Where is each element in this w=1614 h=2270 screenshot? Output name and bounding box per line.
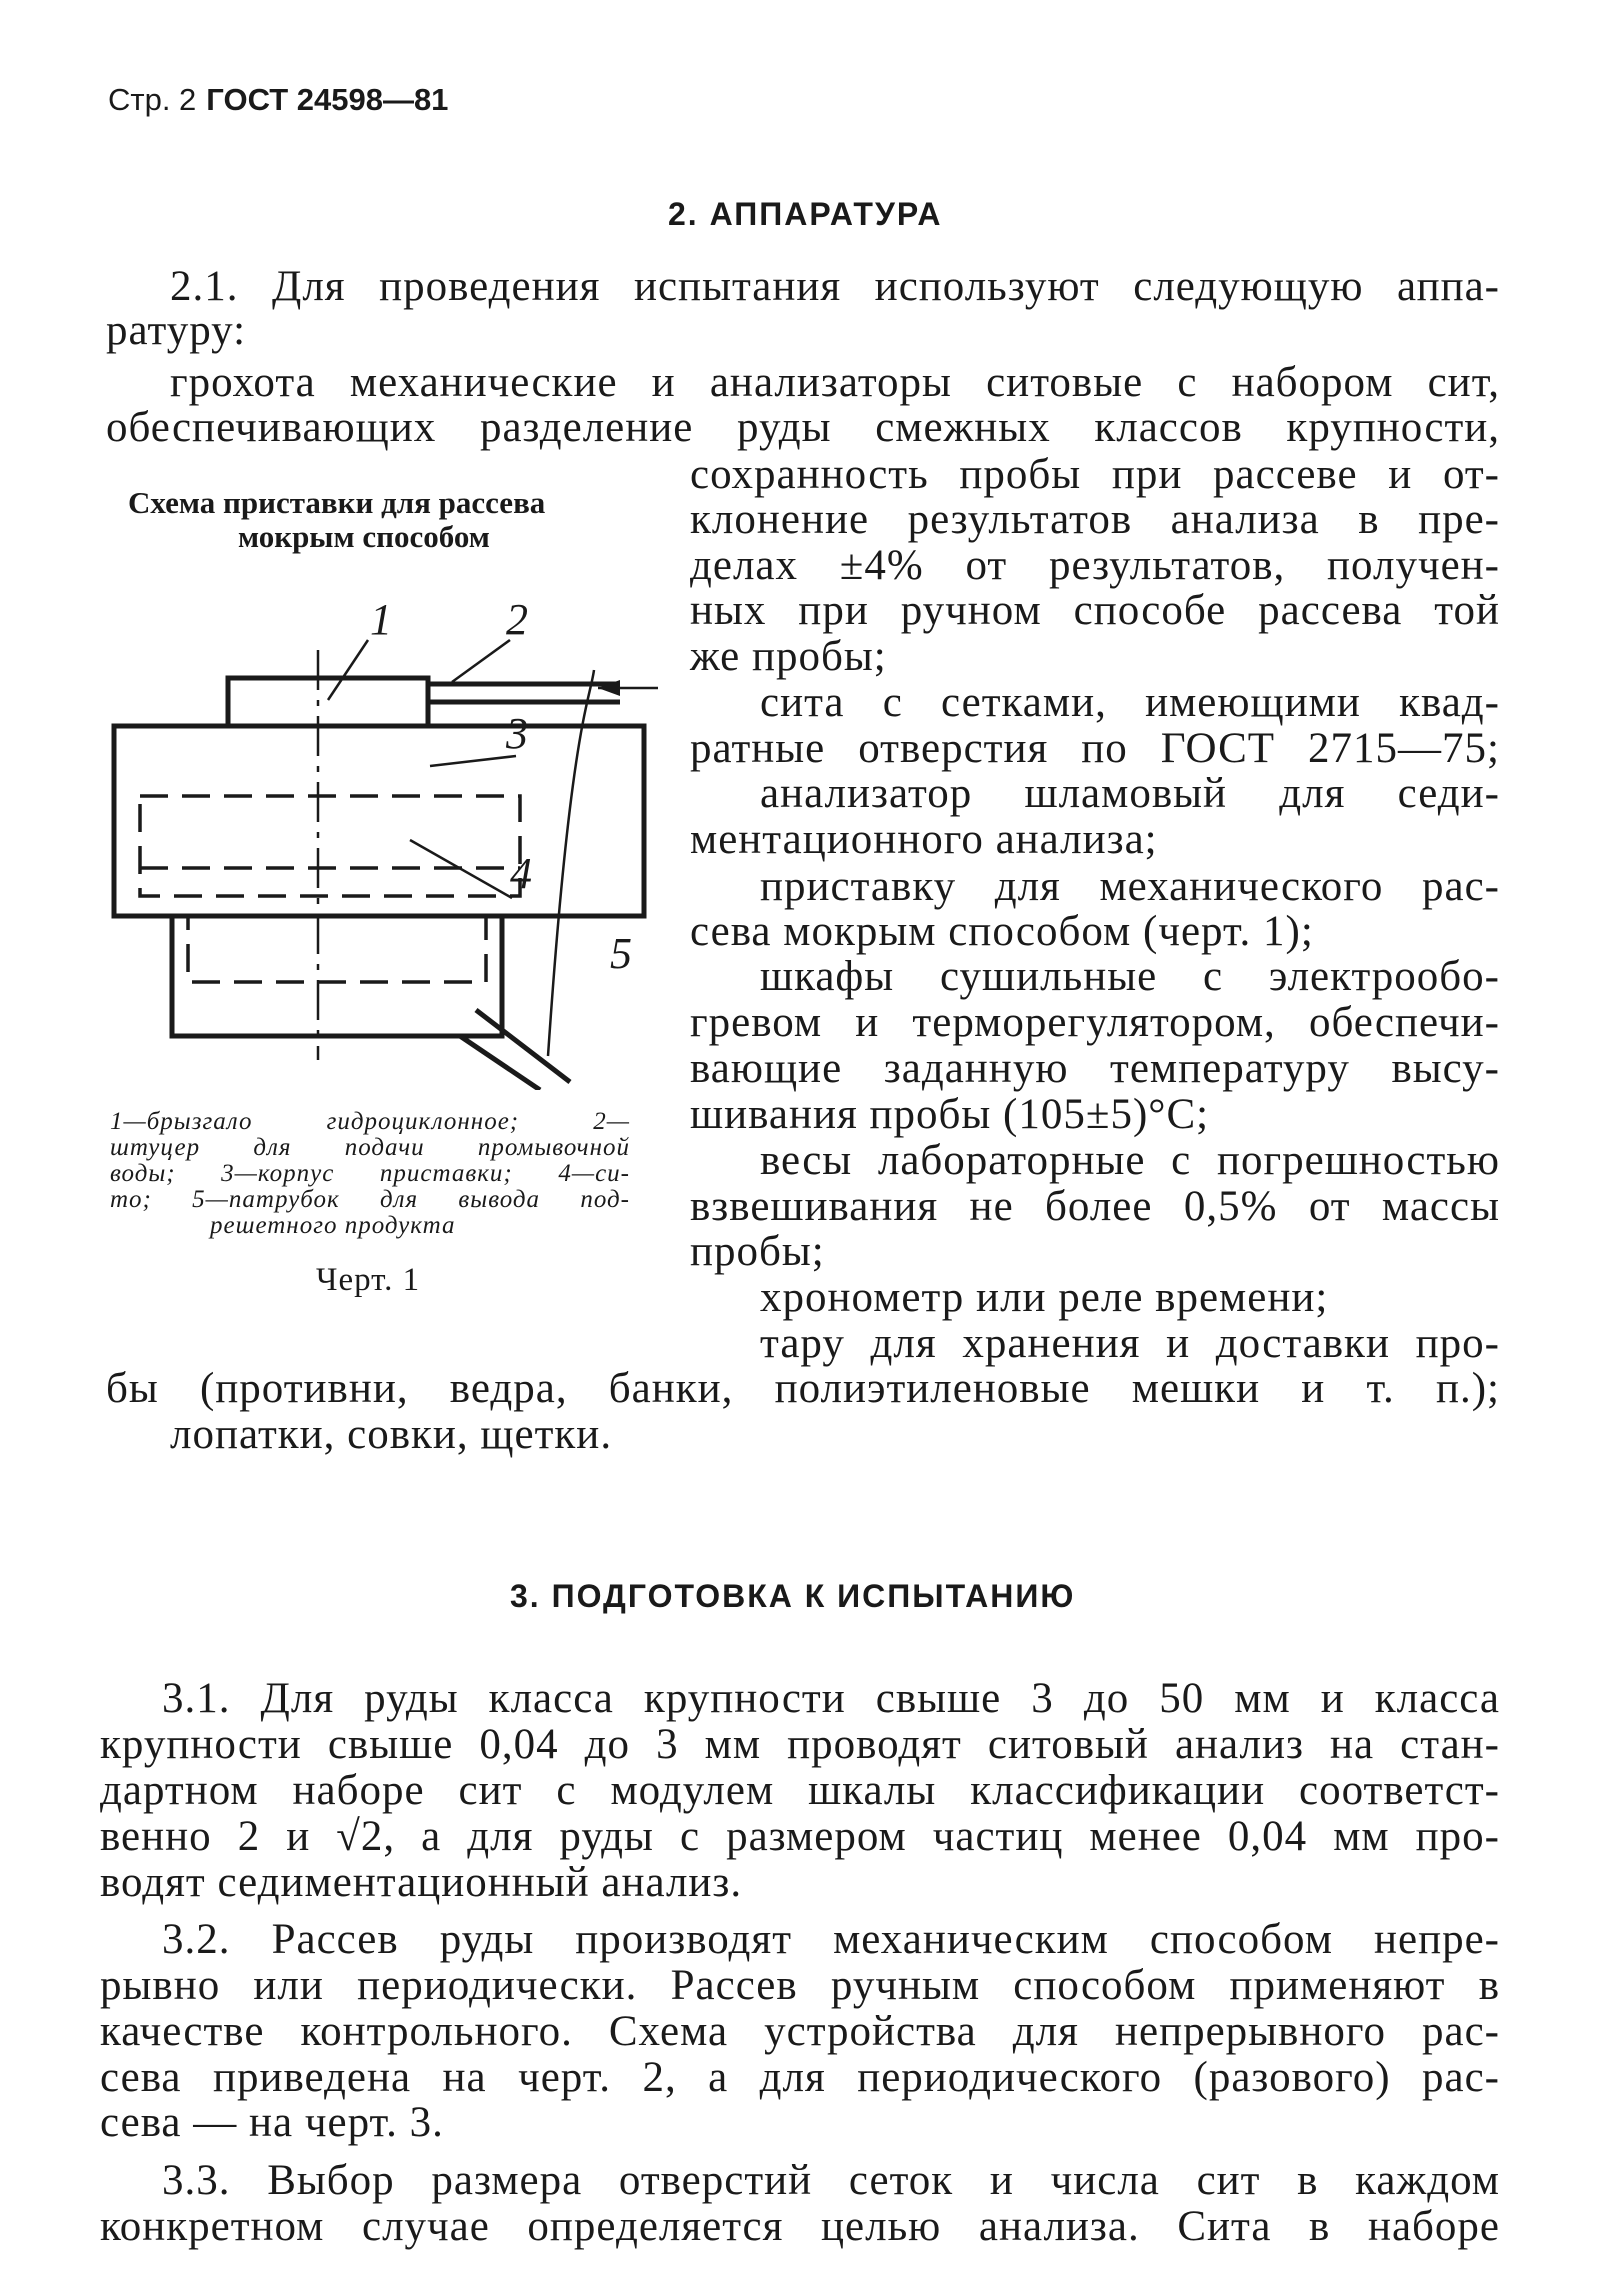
lower-vessel <box>172 916 502 1036</box>
attachment-body <box>114 726 644 916</box>
text-line: сита с сетками, имеющими квад- <box>760 680 1500 726</box>
text-line: водят седиментационный анализ. <box>100 1859 743 1906</box>
text-line: конкретном случае определяется целью анализа. Сита в наборе <box>100 2204 1500 2250</box>
standard-number: ГОСТ 24598—81 <box>206 82 449 117</box>
text-line: дартном наборе сит с модулем шкалы классификации соответст- <box>100 1768 1500 1814</box>
sprinkler-block <box>228 678 428 726</box>
apparatus-diagram <box>100 570 680 1090</box>
label-5: 5 <box>610 929 632 978</box>
figure-caption-line: 1—брызгало гидроциклонное; 2— <box>110 1108 630 1135</box>
label-3: 3 <box>506 709 528 758</box>
text-line: 3.2. Рассев руды производят механическим способом непре- <box>162 1917 1500 1963</box>
label-4: 4 <box>510 849 532 898</box>
label-2: 2 <box>506 595 528 644</box>
figure-number: Черт. 1 <box>316 1262 421 1298</box>
text-line: тару для хранения и доставки про- <box>760 1321 1500 1367</box>
text-line: хронометр или реле времени; <box>760 1274 1329 1321</box>
outlet-pipe-top <box>476 1010 570 1082</box>
text-line: 3.1. Для руды класса крупности свыше 3 до 50 мм и класса <box>162 1676 1500 1722</box>
text-line: венно 2 и √2, а для руды с размером частиц менее 0,04 мм про- <box>100 1814 1500 1860</box>
leader-2 <box>452 640 510 682</box>
text-line: рывно или периодически. Рассев ручным способом применяют в <box>100 1963 1500 2009</box>
text-line: лопатки, совки, щетки. <box>170 1411 613 1458</box>
text-line: пробы; <box>690 1228 825 1275</box>
leader-3 <box>430 756 516 766</box>
sieve-outline <box>140 796 520 896</box>
text-line: клонение результатов анализа в пре- <box>690 497 1500 543</box>
lower-vessel-inner <box>188 916 486 982</box>
text-line: гревом и терморегулятором, обеспечи- <box>690 1000 1500 1046</box>
text-line: анализатор шламовый для седи- <box>760 771 1500 817</box>
text-line: сева — на черт. 3. <box>100 2099 444 2146</box>
figure-title-line: Схема приставки для рассева <box>128 485 546 520</box>
figure-caption-line: воды; 3—корпус приставки; 4—си- <box>110 1160 630 1187</box>
text-line: сева приведена на черт. 2, а для периодического (разового) рас- <box>100 2055 1500 2101</box>
section-3-heading: 3. ПОДГОТОВКА К ИСПЫТАНИЮ <box>510 1578 1076 1614</box>
figure-caption-line: решетного продукта <box>210 1212 456 1239</box>
text-line: бы (противни, ведра, банки, полиэтиленовые мешки и т. п.); <box>106 1366 1500 1412</box>
text-line: 2.1. Для проведения испытания используют следующую аппа- <box>170 264 1500 310</box>
figure-caption-line: штуцер для подачи промывочной <box>110 1134 630 1161</box>
text-line: взвешивания не более 0,5% от массы <box>690 1184 1500 1230</box>
text-line: крупности свыше 0,04 до 3 мм проводят ситовый анализ на стан- <box>100 1722 1500 1768</box>
text-line: ратуру: <box>106 307 247 354</box>
text-line: качестве контрольного. Схема устройства для непрерывного рас- <box>100 2009 1500 2055</box>
text-line: сохранность пробы при рассеве и от- <box>690 452 1500 498</box>
text-line: ментационного анализа; <box>690 816 1158 863</box>
text-line: шивания пробы (105±5)°С; <box>690 1091 1210 1138</box>
text-line: вающие заданную температуру высу- <box>690 1046 1500 1092</box>
text-line: сева мокрым способом (черт. 1); <box>690 908 1314 955</box>
page-number: Стр. 2 <box>108 82 197 117</box>
leader-1 <box>328 640 368 700</box>
outlet-pipe-bottom <box>460 1036 540 1090</box>
text-line: ратные отверстия по ГОСТ 2715—75; <box>690 726 1500 772</box>
figure-title-line: мокрым способом <box>238 519 490 554</box>
label-1: 1 <box>370 595 392 644</box>
text-line: делах ±4% от результатов, получен- <box>690 543 1500 589</box>
text-line: ных при ручном способе рассева той <box>690 588 1500 634</box>
text-line: же пробы; <box>690 633 887 680</box>
text-line: обеспечивающих разделение руды смежных классов крупности, <box>106 405 1500 451</box>
text-line: грохота механические и анализаторы ситовые с набором сит, <box>170 360 1500 406</box>
text-line: 3.3. Выбор размера отверстий сеток и числа сит в каждом <box>162 2158 1500 2204</box>
section-2-heading: 2. АППАРАТУРА <box>668 196 943 232</box>
text-line: шкафы сушильные с электрообо- <box>760 954 1500 1000</box>
figure-caption-line: то; 5—патрубок для вывода под- <box>110 1186 630 1213</box>
text-line: приставку для механического рас- <box>760 864 1500 910</box>
text-line: весы лабораторные с погрешностью <box>760 1138 1500 1184</box>
page-header <box>108 82 448 118</box>
